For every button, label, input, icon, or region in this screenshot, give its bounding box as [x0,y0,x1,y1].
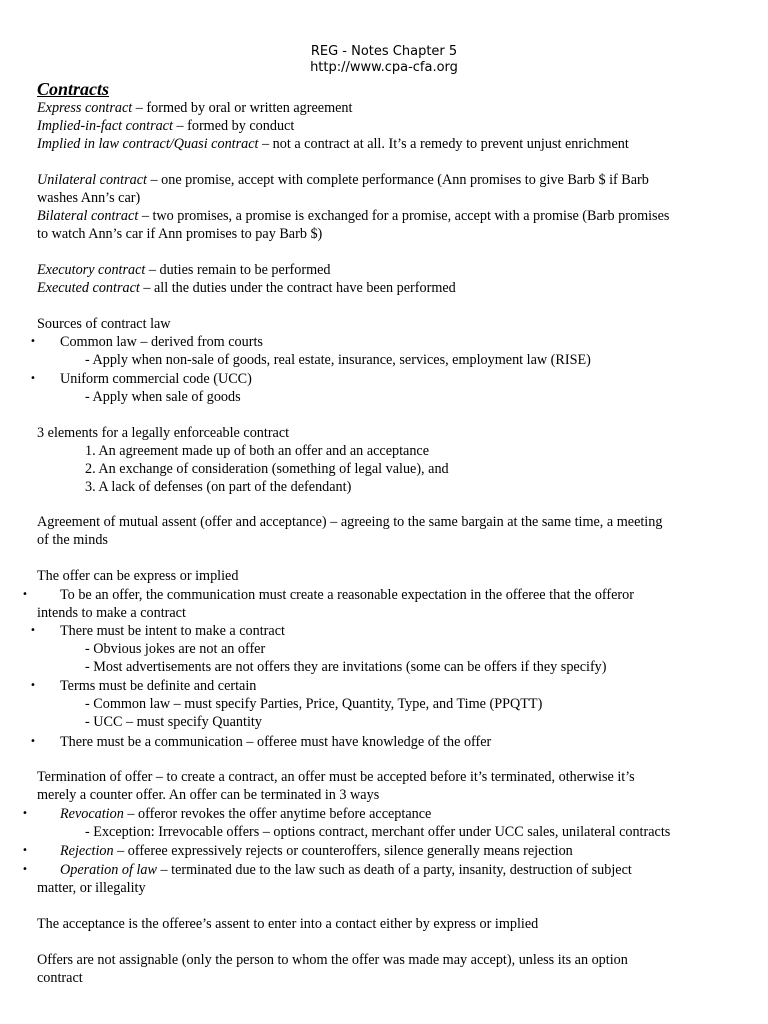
section-heading: Contracts [37,79,110,99]
document-header-title: REG - Notes Chapter 5 [310,44,458,59]
ucc-item: Uniform commercial code (UCC) [60,371,252,387]
offer-bullet-1-cont: intends to make a contract [37,605,186,621]
bilateral-line: Bilateral contract – two promises, a promise is exchanged for a promise, accept with a promise (Barb promises [37,208,670,224]
acceptance-line: The acceptance is the offeree’s assent to enter into a contact either by express or implied [37,916,539,932]
element-item-1: 1. An agreement made up of both an offer and an acceptance [85,443,430,459]
ucc-subitem: - Apply when sale of goods [85,389,241,405]
revocation-subitem: - Exception: Irrevocable offers – options contract, merchant offer under UCC sales, unilateral contracts [85,824,671,840]
bullet-icon: • [30,373,36,384]
implied-law-line: Implied in law contract/Quasi contract – not a contract at all. It’s a remedy to prevent unjust enrichment [37,136,629,152]
element-item-3: 3. A lack of defenses (on part of the defendant) [85,479,352,495]
bullet-icon: • [22,808,28,819]
common-law-item: Common law – derived from courts [60,334,263,350]
unilateral-line-cont: washes Ann’s car) [37,190,141,206]
bullet-icon: • [30,625,36,636]
unilateral-line: Unilateral contract – one promise, accept with complete performance (Ann promises to give Barb $ if Barb [37,172,649,188]
offer-bullet-3-sub-1: - Common law – must specify Parties, Price, Quantity, Type, and Time (PPQTT) [85,696,543,712]
offer-bullet-2-sub-2: - Most advertisements are not offers they are invitations (some can be offers if they specify) [85,659,607,675]
bullet-icon: • [22,589,28,600]
revocation-item: Revocation – offeror revokes the offer anytime before acceptance [60,806,432,822]
offer-bullet-2-sub-1: - Obvious jokes are not an offer [85,641,266,657]
offer-bullet-1: To be an offer, the communication must create a reasonable expectation in the offeree that the offeror [60,587,634,603]
agreement-line: Agreement of mutual assent (offer and acceptance) – agreeing to the same bargain at the same time, a meeting [37,514,663,530]
termination-line: Termination of offer – to create a contract, an offer must be accepted before it’s terminated, otherwise it’s [37,769,635,785]
assignable-line-cont: contract [37,970,83,986]
elements-heading: 3 elements for a legally enforceable contract [37,425,290,441]
bullet-icon: • [22,864,28,875]
bullet-icon: • [30,336,36,347]
offer-bullet-2: There must be intent to make a contract [60,623,285,639]
bullet-icon: • [30,736,36,747]
element-item-2: 2. An exchange of consideration (something of legal value), and [85,461,449,477]
implied-fact-line: Implied-in-fact contract – formed by conduct [37,118,295,134]
termination-line-cont: merely a counter offer. An offer can be terminated in 3 ways [37,787,380,803]
bullet-icon: • [30,680,36,691]
bullet-icon: • [22,845,28,856]
offer-bullet-4: There must be a communication – offeree must have knowledge of the offer [60,734,492,750]
executory-line: Executory contract – duties remain to be performed [37,262,331,278]
operation-item: Operation of law – terminated due to the law such as death of a party, insanity, destruction of subject [60,862,632,878]
assignable-line: Offers are not assignable (only the person to whom the offer was made may accept), unless its an option [37,952,628,968]
offer-bullet-3-sub-2: - UCC – must specify Quantity [85,714,262,730]
document-header-url: http://www.cpa-cfa.org [310,60,458,75]
agreement-line-cont: of the minds [37,532,108,548]
common-law-subitem: - Apply when non-sale of goods, real estate, insurance, services, employment law (RISE) [85,352,591,368]
offer-heading: The offer can be express or implied [37,568,239,584]
executed-line: Executed contract – all the duties under the contract have been performed [37,280,456,296]
rejection-item: Rejection – offeree expressively rejects or counteroffers, silence generally means rejection [60,843,573,859]
sources-heading: Sources of contract law [37,316,171,332]
offer-bullet-3: Terms must be definite and certain [60,678,257,694]
bilateral-line-cont: to watch Ann’s car if Ann promises to pay Barb $) [37,226,323,242]
operation-item-cont: matter, or illegality [37,880,146,896]
express-contract-line: Express contract – formed by oral or written agreement [37,100,353,116]
